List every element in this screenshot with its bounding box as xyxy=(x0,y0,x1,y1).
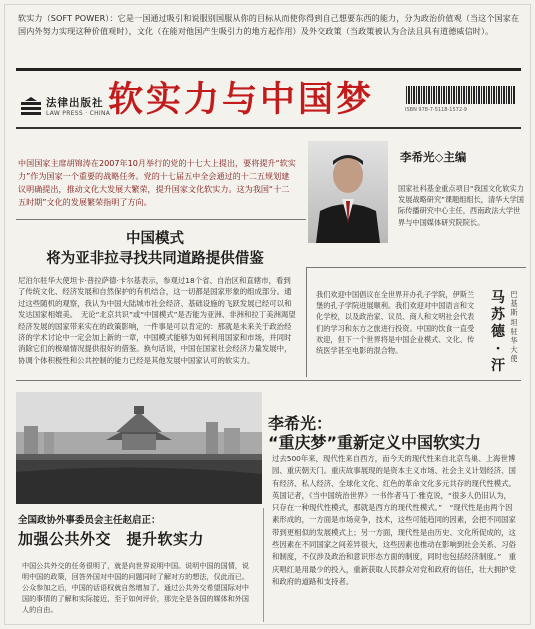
lower-section-rule xyxy=(16,380,521,381)
public-diplomacy-headline: 加强公共外交 提升软实力 xyxy=(18,530,205,548)
isbn: ISBN 978-7-5118-1572-9 xyxy=(405,107,467,113)
lead-paragraph: 中国国家主席胡锦涛在2007年10月举行的党的十七大上提出，要将提升“软实力”作为国家一个重要的战略任务。党的十七届五中全会通过的十二五规划建议明确提出，推动文化大发展大繁荣，提升国家文化软实力。这为我国“十二五时期”文化的发展繁荣指明了方向。 xyxy=(18,158,296,207)
barcode xyxy=(406,86,516,104)
section-china-model-body: 尼泊尔驻华大使坦卡·普拉萨德·卡尔基表示，参观过18个省、自治区和直辖市，看到了传统文化、经济发展和自然保护的有机结合，这一切都是国家形象的组成部分。通过这些随机的观察，我认为中国大陆城市社会经济、基础设施的飞跃发展已经可以和发达国家相媲美。 无论“北京共识”或“中国模式”是否能为亚洲、非洲和拉丁美洲渴望经济发展的国家带来实在的政策影响，一件事是可以肯定的：那就是未来关于政治经济的学术讨论中一定会加上新的一章，中国模式能够为如何利用国家和市场，并同时消除它们的极端情况提供很好的借鉴。换句话说，中国在国家社会经济力量发展中，协调个体积极性和公共控制的能力已经是其他发展中国家认可的软实力。 xyxy=(18,276,296,365)
public-diplomacy-body: 中国公共外交的任务很明了，就是向世界说明中国。说明中国的国情，说明中国的政策，回答外国对中国的问题同时了解对方的想法，仅此而已。公众参加之后，中国的话语权就自然增加了。通过公共外交希望国际对中国的事情的了解和实际接近，至于如何评价，那完全是各国的媒体和外国人的自由。 xyxy=(22,561,249,614)
section-divider xyxy=(16,219,306,220)
lixiguang-headline: “重庆梦”重新定义中国软实力 xyxy=(268,433,482,452)
publisher-name-en: LAW PRESS · CHINA xyxy=(46,110,111,117)
soft-power-definition: 软实力（SOFT POWER）：它是一国通过吸引和说服别国服从你的目标从而使你得到自己想要东西的能力，分为政治价值观（当这个国家在国内外努力实现这种价值观时），文化（在能对他国产生吸引力的地方起作用）及外交政策（当政策被认为合法且具有道德威信时）。 xyxy=(18,13,520,37)
publisher-name: 法律出版社 xyxy=(46,97,104,109)
public-diplomacy-kicker: 全国政协外事委员会主任赵启正： xyxy=(18,515,161,526)
section-china-model-head1: 中国模式 xyxy=(126,231,184,247)
ambassador-box-left-rule xyxy=(306,267,307,377)
ambassador-title: 巴基斯坦驻华大使 xyxy=(510,290,518,364)
header-rule xyxy=(16,68,521,71)
lixiguang-body: 过去500年来，现代性来自西方，而今天的现代性来自北京鸟巢、上海世博园、重庆朝天门。重庆故事展现的是资本主义市场、社会主义计划经济、国有经济、私人经济、全球化文化、红色的革命文化多元共存的现代性模式。英国记者，《当中国统治世界》一书作者马丁·雅克说，“很多人仍旧认为，只存在一种现代性模式，那就是西方的现代性模式。” “现代性是由两个因素形成的，一方面是市场竞争，技术，这些可能趋同的因素，会把不同国家带到更相似的发展模式上；另一方面，现代性是由历史、文化所促成的，这些因素在不同国家之间差异很大，这些因素也推动在影响到社会关系、习俗和制度，不仅涉及政治和意识形态方面的制度，同时也包括经济制度。” 重庆唱红是用最少的投入，重新获取人民群众对党和政府的信任，壮大拥护党和政府的道路和支持者。 xyxy=(272,454,517,586)
author-photo xyxy=(308,141,388,243)
publisher-logo-icon xyxy=(20,96,42,118)
title-rule xyxy=(16,127,521,129)
section-china-model-head2: 将为亚非拉寻找共同道路提供借鉴 xyxy=(46,251,264,267)
ambassador-name: 马苏德·汗 xyxy=(491,290,505,374)
section-china-model-headline xyxy=(20,229,290,269)
bottom-column-divider xyxy=(263,508,264,622)
editor-description: 国家社科基金重点项目“我国文化软实力发展战略研究”课题组组长，清华大学国际传播研究中心主任，西南政法大学世界与中国媒体研究院院长。 xyxy=(398,184,524,227)
editor-heading: 李希光◇主编 xyxy=(400,150,467,164)
lixiguang-headline-name: 李希光： xyxy=(268,414,333,433)
book-title: 软实力与中国梦 xyxy=(108,79,375,120)
chongqing-photo xyxy=(16,392,262,504)
ambassador-quote: 我们欢迎中国倡议在全世界开办孔子学院，伊斯兰堡的孔子学院进展顺利。我们欢迎对中国语言和文化学校，以及政治家、议员、商人和文明社会代表们的学习和东方之旅进行投资。中国的饮食一直受欢迎，但下一个世界将是中国企业模式、文化、传统医学甚至电影的混合物。 xyxy=(316,290,475,356)
ambassador-box-top-rule xyxy=(306,267,526,268)
